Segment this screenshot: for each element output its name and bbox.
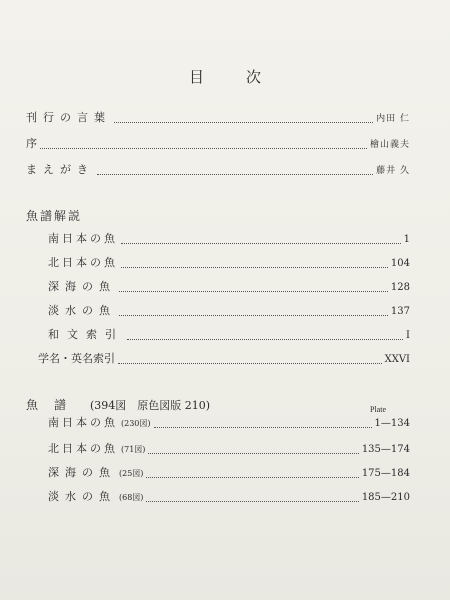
toc-entry-plate-range: 185—210 <box>361 492 410 503</box>
toc-entry-label: 深海の魚 <box>48 280 116 293</box>
leader-dots <box>119 290 388 292</box>
toc-entry-plate-range: 135—174 <box>361 444 410 455</box>
toc-entry-label: 和文索引 <box>48 328 124 341</box>
section-heading-text: 魚譜 <box>26 398 83 412</box>
toc-entry-count: (68図) <box>119 493 144 502</box>
leader-dots <box>127 338 403 340</box>
plate-label: Plate <box>370 405 386 414</box>
toc-entry-author: 藤井 久 <box>376 166 410 176</box>
leader-dots <box>121 266 388 268</box>
toc-title: 目次 <box>188 68 303 86</box>
toc-entry <box>48 304 410 319</box>
toc-entry-page: I <box>406 330 410 341</box>
toc-entry-plate-range: 175—184 <box>361 468 410 479</box>
toc-entry-author: 檜山義夫 <box>369 140 410 150</box>
section-heading-text: 魚譜解説 <box>26 209 83 223</box>
toc-entry-count: (71図) <box>121 445 146 454</box>
toc-entry-kanko <box>26 111 410 126</box>
toc-entry-label: 北日本の魚 <box>48 256 118 269</box>
leader-dots <box>146 476 358 478</box>
toc-entry <box>48 232 410 247</box>
toc-entry-page: XXVI <box>384 354 410 365</box>
toc-entry-page: 128 <box>390 282 410 293</box>
toc-entry-page: 1 <box>403 234 410 245</box>
leader-dots <box>118 362 382 364</box>
toc-entry-plate-range: 1—134 <box>374 418 410 429</box>
leader-dots <box>146 500 358 502</box>
leader-dots <box>114 121 373 123</box>
toc-entry-page: 137 <box>390 306 410 317</box>
leader-dots <box>148 452 358 454</box>
toc-entry-page: 104 <box>390 258 410 269</box>
toc-entry <box>48 466 410 481</box>
toc-entry <box>48 490 410 505</box>
toc-entry-count: (230図) <box>121 419 151 428</box>
leader-dots <box>121 242 401 244</box>
toc-entry-label: 刊行の言葉 <box>26 111 111 124</box>
section-heading-gyofu-kaisetsu <box>26 207 82 224</box>
toc-entry-label: 淡水の魚 <box>48 304 116 317</box>
toc-entry-label: 学名・英名索引 <box>38 352 115 365</box>
toc-entry <box>48 416 410 431</box>
leader-dots <box>97 173 373 175</box>
leader-dots <box>154 426 372 428</box>
toc-entry <box>48 442 410 457</box>
section-subheading: (394図 原色図版 210) <box>90 399 211 412</box>
toc-entry-label: 北日本の魚 <box>48 442 118 455</box>
toc-entry-label: 南日本の魚 <box>48 416 118 429</box>
section-heading-gyofu <box>26 396 210 413</box>
leader-dots <box>40 147 367 149</box>
toc-entry-label: 序 <box>26 137 37 150</box>
toc-entry <box>48 280 410 295</box>
leader-dots <box>119 314 388 316</box>
toc-entry-author: 内田 仁 <box>376 114 410 124</box>
toc-entry-jo <box>26 137 410 152</box>
toc-entry-count: (25図) <box>119 469 144 478</box>
toc-entry-label: 深海の魚 <box>48 466 116 479</box>
toc-entry-maegaki <box>26 163 410 178</box>
toc-entry-label: 南日本の魚 <box>48 232 118 245</box>
toc-entry <box>38 352 410 367</box>
toc-entry-label: まえがき <box>26 163 94 176</box>
toc-entry <box>48 256 410 271</box>
toc-entry <box>48 328 410 343</box>
toc-entry-label: 淡水の魚 <box>48 490 116 503</box>
